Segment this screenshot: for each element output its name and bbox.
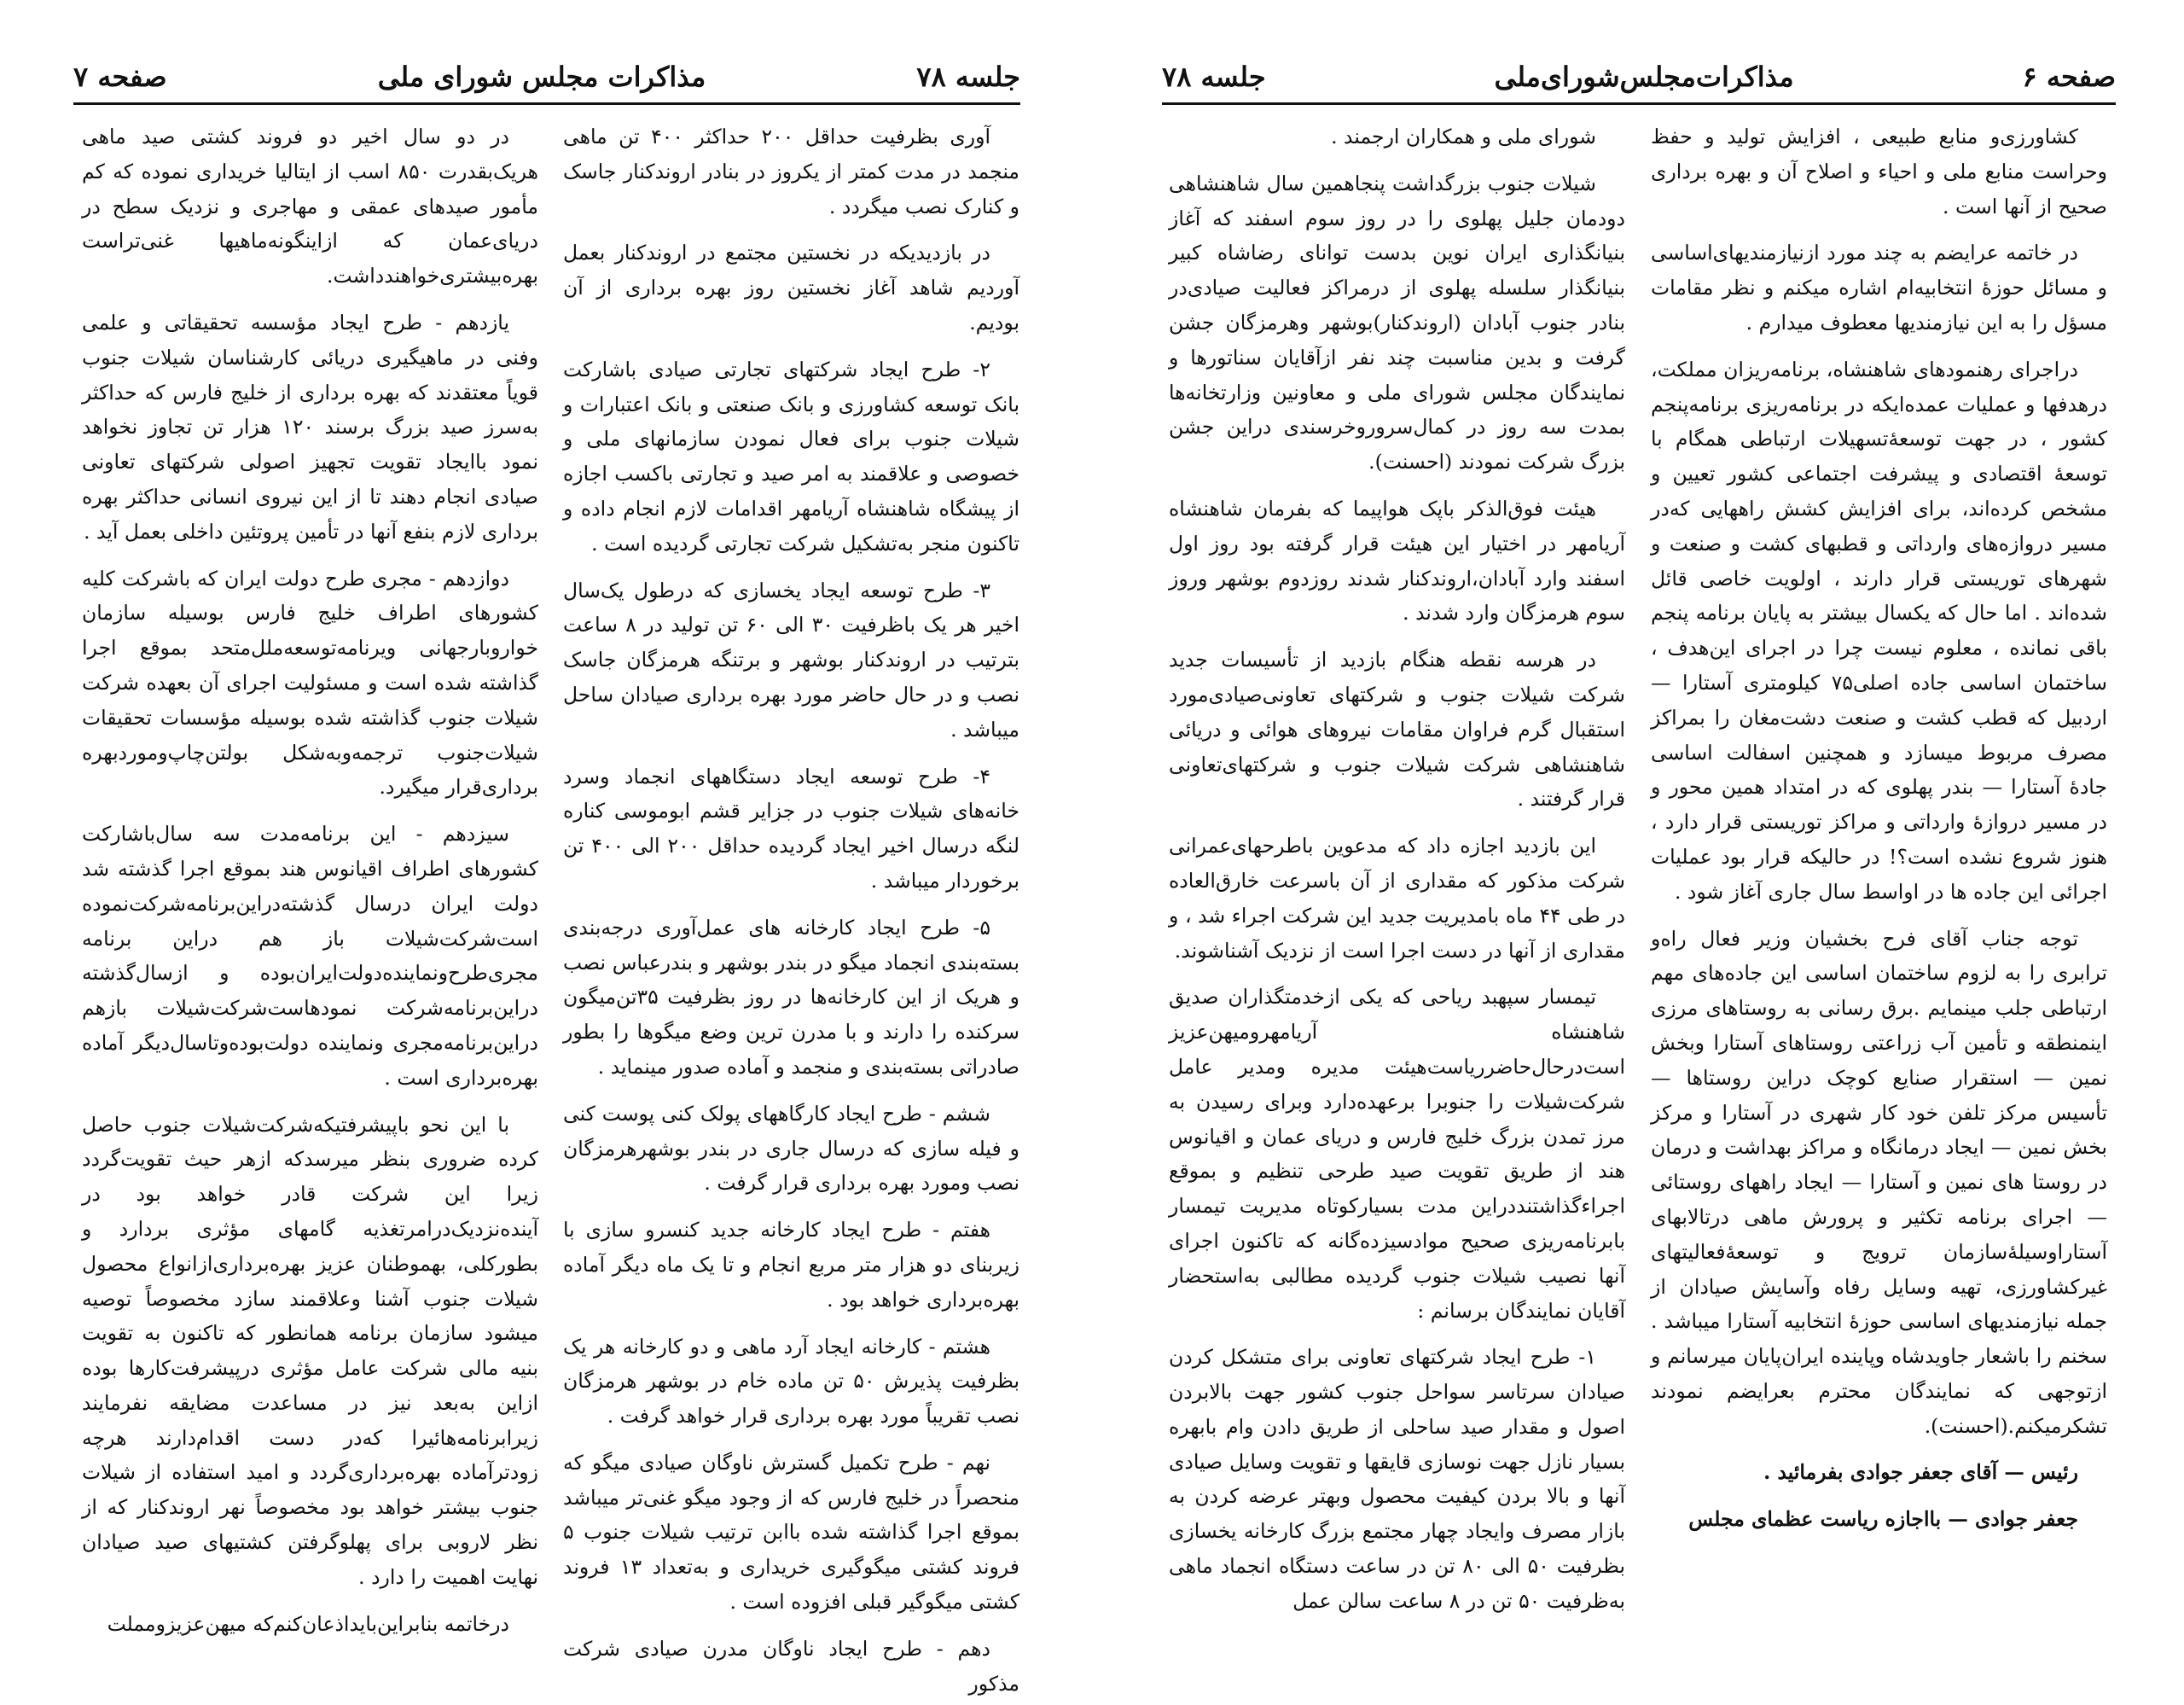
paragraph: با این نحو باپیشرفتیکه‌شرکت‌شیلات جنوب حاصل کرده ضروری بنظر میرسدکه ازهر حیث تقویت‌گردد زیرا این شرکت قادر خواهد بود در آینده‌نزدیک‌درامرتغذیه گامهای مؤثری بردارد و بطورکلی، بهموطنان عزیز بهره‌برداری‌ازانواع محصول شیلات جنوب آشنا وعلاقمند سازد مخصوصاً توصیه میشود سازمان برنامه همانطور که تاکنون به تقویت بنیه مالی شرکت عامل مؤثری درپیشرفت‌کارها بوده ازاین به‌بعد نیز در مساعدت مضایقه نفرمایند زیرابرنامه‌هائیرا که‌در دست اقدام‌دارند هرچه زودترآماده بهره‌برداری‌گردد و امید استفاده از شیلات جنوب بیشتر خواهد بود مخصوصاً نهر اروندکنار که از نظر لاروبی برای پهلوگرفتن کشتیهای صید صیادان نهایت اهمیت را دارد . bbox=[82, 1112, 538, 1589]
paragraph: ۳- طرح توسعه ایجاد یخسازی که درطول یک‌سال اخیر هر یک باظرفیت ۳۰ الی ۶۰ تن تولید در ۸ ساعت بترتیب در اروندکنار بوشهر و برتنگه هرمزگان جاسک نصب و در حال حاضر مورد بهره برداری صیادان ساحل میباشد . bbox=[563, 578, 1020, 742]
left-page-header bbox=[73, 53, 1020, 101]
paragraph: ۱- طرح ایجاد شرکتهای تعاونی برای متشکل کردن صیادان سرتاسر سواحل جنوب کشور جهت بالابردن اصول و مقدار صید ساحلی از طریق دادن وام بابهره بسیار نازل جهت نوسازی قایقها و تقویت وسایل صیادی آنها و بالا بردن کیفیت محصول وبهتر عرضه کردن به بازار مصرف وایجاد چهار مجتمع بزرگ کارخانه یخسازی بظرفیت ۵۰ الی ۸۰ تن در ساعت دستگاه انجماد ماهی به‌ظرفیت ۵۰ تن در ۸ ساعت سالن عمل bbox=[1169, 1345, 1625, 1613]
paragraph: دوازدهم - مجری طرح دولت ایران که باشرکت کلیه کشورهای اطراف خلیج فارس بوسیله سازمان خواروبارجهانی ویرنامه‌توسعه‌ملل‌متحد بموقع اجرا گذاشته شده است و مسئولیت اجرای آن بعهده شرکت شیلات جنوب گذاشته شده بوسیله مؤسسات تحقیقات شیلات‌جنوب ترجمه‌وبه‌شکل بولتن‌چاپ‌ومورد‌بهره برداری‌قرار میگیرد. bbox=[82, 566, 538, 800]
paragraph: این بازدید اجازه داد که مدعوین باطرحهای‌عمرانی شرکت مذکور که مقداری از آن باسرعت خارق‌العاده در طی ۴۴ ماه بامدیریت جدید این شرکت اجراء شد ، و مقداری از آنها در دست اجرا است از نزدیک آشناشوند. bbox=[1169, 834, 1626, 963]
left-page-right-column bbox=[563, 119, 1020, 1696]
right-page-number: صفحه ۶ bbox=[2022, 61, 2116, 93]
paragraph: تیمسار سپهبد ریاحی که یکی ازخدمتگذاران صدیق شاهنشاه آریامهرومیهن‌عزیز است‌درحال‌حاضر‌ریاست‌هیئت مدیره ومدیر عامل شرکت‌شیلات را جنوبرا برعهده‌دارد وبرای رسیدن به مرز تمدن بزرگ خلیج فارس و دریای عمان و اقیانوس هند از طریق تقویت صید طرحی تنظیم و بموقع اجراءگذاشتنددراین مدت بسیارکوتاه مدیریت تیمسار بابرنامه‌ریزی صحیح موادسیزده‌گانه که تاکنون اجرای آنها نصیب شیلات جنوب گردیده مطالبی به‌استحضار آقایان نمایندگان برسانم : bbox=[1169, 985, 1625, 1323]
paragraph: ۴- طرح توسعه ایجاد دستگاههای انجماد وسرد خانه‌های شیلات جنوب در جزایر قشم ابوموسی کناره لنگه درسال اخیر ایجاد گردیده حداقل ۲۰۰ الی ۴۰۰ تن برخوردار میباشد . bbox=[563, 764, 1020, 893]
paragraph: آوری بظرفیت حداقل ۲۰۰ حداکثر ۴۰۰ تن ماهی منجمد در مدت کمتر از یکروز در بنادر اروندکنار جاسک و کنارک نصب میگردد . bbox=[563, 125, 1019, 218]
left-page-left-column bbox=[82, 119, 538, 1636]
paragraph: کشاورزی‌و منابع طبیعی ، افزایش تولید و حفظ وحراست منابع ملی و احیاء و اصلاح آن و بهره برداری صحیح از آنها است . bbox=[1651, 125, 2107, 218]
paragraph: ۵- طرح ایجاد کارخانه های عمل‌آوری درجه‌بندی بسته‌بندی انجماد میگو در بندر بوشهر و بندرعباس نصب و هریک از این کارخانه‌ها در روز بظرفیت ۳۵تن‌میگون سرکنده را دارند و با مدرن ترین وضع میگوها را بطور صادراتی بسته‌بندی و منجمد و آماده صدور مینماید . bbox=[563, 915, 1019, 1079]
paragraph: ۲- طرح ایجاد شرکتهای تجارتی صیادی باشارکت بانک توسعه کشاورزی و بانک صنعتی و بانک اعتبارات و شیلات جنوب برای فعال نمودن سازمانهای ملی و خصوصی و علاقمند به امر صید و تجارتی باکسب اجازه از پیشگاه شاهنشاه آریامهر اقدامات لازم انجام داده و تاکنون منجر به‌تشکیل شرکت تجارتی گردیده است . bbox=[563, 357, 1019, 556]
right-page-left-column bbox=[1169, 119, 1625, 1621]
left-page-number: صفحه ۷ bbox=[73, 61, 167, 93]
paragraph: درخاتمه بنابراین‌بایداذعان‌کنم‌که میهن‌عزیزومملت bbox=[107, 1611, 509, 1636]
paragraph: هشتم - کارخانه ایجاد آرد ماهی و دو کارخانه هر یک بظرفیت پذیرش ۵۰ تن ماده خام در بوشهر هرمزگان نصب تقریباً مورد بهره برداری قرار خواهد گرفت . bbox=[563, 1334, 1019, 1429]
left-page-title: مذاکرات مجلس شورای ملی bbox=[377, 61, 706, 93]
paragraph: شورای ملی و همکاران ارجمند . bbox=[1331, 125, 1596, 148]
paragraph: هفتم - طرح ایجاد کارخانه جدید کنسرو سازی با زیربنای دو هزار متر مربع انجام و تا یک ماه دیگر آماده بهره‌برداری خواهد بود . bbox=[563, 1218, 1019, 1312]
right-page-session: جلسه ۷۸ bbox=[1162, 61, 1266, 93]
paragraph: توجه جناب آقای فرح بخشیان وزیر فعال راه‌و ترابری را به لزوم ساختمان اساسی این جاده‌های مهم ارتباطی جلب مینمایم .برق رسانی به روستاهای مرزی اینمنطقه و تأمین آب زراعتی روستاهای آستارا وبخش نمین — استقرار صنایع کوچک دراین روستاها — تأسیس مرکز تلفن خود کار شهری در آستارا و مرکز بخش نمین — ایجاد درمانگاه و مراکز بهداشت و درمان در روستا های نمین و آستارا — ایجاد راههای روستائی — اجرای برنامه تکثیر و پرورش ماهی درتالابهای آستاراوسیلهٔ‌سازمان ترویج و توسعهٔ‌فعالیتهای غیرکشاورزی‌، تهیه وسایل رفاه وآسایش صیادان از جمله نیازمندیهای اساسی حوزهٔ انتخابیه آستارا میباشد . سخنم را باشعار جاویدشاه وپاینده ایران‌پایان میرسانم و ازتوجهی که نمایندگان محترم بعرایضم نمودند تشکرمیکنم.(احسنت). bbox=[1651, 926, 2107, 1438]
paragraph: دهم - طرح ایجاد ناوگان مدرن صیادی شرکت مذکور bbox=[563, 1636, 1019, 1696]
speaker-line: جعفر جوادی — بااجازه ریاست عظمای مجلس bbox=[1688, 1507, 2078, 1532]
paragraph: در خاتمه عرایضم به چند مورد ازنیازمندیهای‌اساسی و مسائل حوزهٔ انتخابیه‌ام اشاره میکنم و نظر مقامات مسؤل را به این نیازمندیها معطوف میدارم . bbox=[1651, 241, 2107, 335]
paragraph: در بازدیدیکه در نخستین مجتمع در اروندکنار بعمل آوردیم شاهد آغاز نخستین روز بهره برداری از آن بودیم. bbox=[563, 241, 1019, 335]
left-page-session: جلسه ۷۸ bbox=[916, 61, 1020, 93]
right-page-header-rule bbox=[1162, 102, 2116, 105]
right-page bbox=[1092, 0, 2184, 1705]
paragraph: ششم - طرح ایجاد کارگاههای پولک کنی پوست کنی و فیله سازی که درسال جاری در بندر بوشهرهرمزگان نصب ومورد بهره برداری قرار گرفت . bbox=[563, 1101, 1019, 1196]
speaker-line: رئیس — آقای جعفر جوادی بفرمائید . bbox=[1763, 1460, 2078, 1485]
right-page-right-column bbox=[1651, 119, 2107, 1621]
right-page-title: مذاکرات‌مجلس‌شورای‌ملی bbox=[1494, 61, 1794, 93]
paragraph: دراجرای رهنمودهای شاهنشاه، برنامه‌ریزان مملکت، درهدفها و عملیات عمده‌ایکه در برنامه‌ریزی برنامه‌پنجم کشور ، در جهت توسعهٔ‌تسهیلات ارتباطی همگام با توسعهٔ اقتصادی و پیشرفت اجتماعی کشور تعیین و مشخص کرده‌اند، برای افزایش کشش راههایی که‌در مسیر دروازه‌های وارداتی و قطبهای کشت و صنعت و شهرهای توریستی قرار دارند ، اولویت خاصی قائل شده‌اند . اما حال که یکسال بیشتر به پایان برنامه پنجم باقی نمانده ، معلوم نیست چرا در اجرای این‌هدف ، ساختمان اساسی جاده اصلی۷۵ کیلومتری آستارا — اردبیل که قطب کشت و صنعت دشت‌مغان را بمراکز مصرف مربوط میسازد و همچنین اسفالت اساسی جادهٔ آستارا — بندر پهلوی که در امتداد همین محور و در مسیر دروازهٔ وارداتی و مراکز توریستی قرار دارد ، هنوز شروع نشده است؟! در حالیکه قرار بود عملیات اجرائی این جاده ها در اواسط سال جاری آغاز شود . bbox=[1651, 357, 2108, 904]
paragraph: در دو سال اخیر دو فروند کشتی صید ماهی هریک‌بقدرت ۸۵۰ اسب از ایتالیا خریداری نموده که کم مأمور صیدهای عمقی و مهاجری و نزدیک سطح در دریای‌عمان که ازاینگونه‌ماهیها غنی‌تراست بهره‌بیشتری‌خواهندداشت. bbox=[82, 125, 538, 288]
right-page-header bbox=[1162, 53, 2116, 101]
paragraph: در هرسه نقطه هنگام بازدید از تأسیسات جدید شرکت شیلات جنوب و شرکتهای تعاونی‌صیادی‌مورد استقبال گرم فراوان مقامات نیروهای هوائی و دریائی شاهنشاهی شرکت شیلات جنوب و شرکتهای‌تعاونی قرار گرفتند . bbox=[1169, 648, 1625, 812]
paragraph: هیئت فوق‌الذکر باپک هواپیما که بفرمان شاهنشاه آریامهر در اختیار این هیئت قرار گرفته بود روز اول اسفند وارد آبادان،اروندکنار شدند روزدوم بوشهر وروز سوم هرمزگان وارد شدند . bbox=[1169, 496, 1625, 626]
paragraph: یازدهم - طرح ایجاد مؤسسه تحقیقاتی و علمی وفنی در ماهیگیری دریائی کارشناسان شیلات جنوب قویاً معتقدند که بهره برداری از خلیج فارس که حداکثر به‌سرز صید بزرگ برسند ۱۲۰ هزار تن تجاوز نخواهد نمود باایجاد تقویت تجهیز اصولی شرکتهای تعاونی صیادی انجام دهند تا از این نیروی انسانی حداکثر بهره برداری لازم بنفع آنها در تأمین پروتئین داخلی بعمل آید . bbox=[82, 310, 538, 544]
left-page-header-rule bbox=[73, 102, 1020, 105]
paragraph: نهم - طرح تکمیل گسترش ناوگان صیادی میگو که منحصراً در خلیج فارس که از وجود میگو غنی‌تر میباشد بموقع اجرا گذاشته شده باابن ترتیب شیلات جنوب ۵ فروند کشتی میگوگیری خریداری و به‌تعداد ۱۳ فروند کشتی میگوگیر قبلی افزوده است . bbox=[563, 1450, 1019, 1615]
paragraph: سیزدهم - این برنامه‌مدت سه سال‌باشارکت کشورهای اطراف اقیانوس هند بموقع اجرا گذشته شد دولت ایران درسال گذشته‌دراین‌برنامه‌شرکت‌نموده است‌شرکت‌شیلات باز هم دراین برنامه مجری‌طرح‌ونماینده‌دولت‌ایران‌بوده و ازسال‌گذشته دراین‌برنامه‌شرکت نمودهاست‌شرکت‌شیلات بازهم دراین‌برنامه‌مجری ونماینده دولت‌بوده‌وتا‌سال‌دیگر آماده بهره‌برداری است . bbox=[82, 822, 538, 1090]
paragraph: شیلات جنوب بزرگداشت پنجاهمین سال شاهنشاهی دودمان جلیل پهلوی را در روز سوم اسفند که آغاز بنیانگذاری ایران نوین بدست توانای رضاشاه کبیر بنیانگذار سلسله پهلوی از درمراکز فعالیت صیادی‌در بنادر جنوب آبادان (اروندکنار)بوشهر وهرمزگان جشن گرفت و بدین مناسبت چند نفر ازآقایان سناتورها و نمایندگان مجلس شورای ملی و معاونین وزارتخانه‌ها بمدت سه روز در کمال‌سروروخرسندی دراین جشن بزرگ شرکت نمودند (احسنت). bbox=[1169, 171, 1625, 474]
